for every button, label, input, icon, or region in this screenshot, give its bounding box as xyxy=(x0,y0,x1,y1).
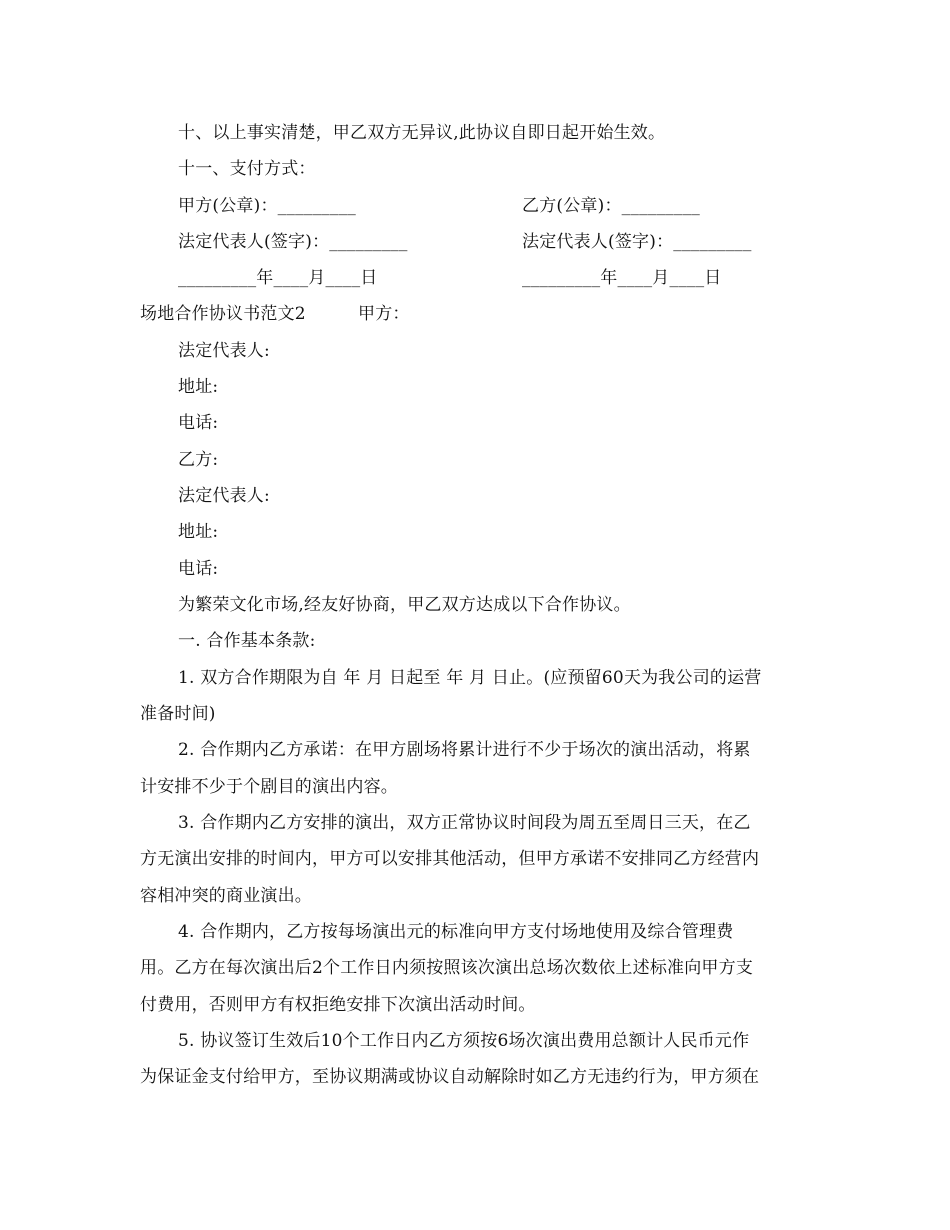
item-1-line-1: 1. 双方合作期限为自 年 月 日起至 年 月 日止。(应预留60天为我公司的运营 xyxy=(178,668,762,688)
section-1-title: 一. 合作基本条款: xyxy=(178,631,316,651)
party-b-phone-field: 电话: xyxy=(178,559,219,579)
item-5-line-2: 为保证金支付给甲方，至协议期满或协议自动解除时如乙方无违约行为，甲方须在 xyxy=(140,1067,760,1087)
item-2-line-1: 2. 合作期内乙方承诺：在甲方剧场将累计进行不少于场次的演出活动，将累 xyxy=(178,740,751,760)
item-1-line-2: 准备时间) xyxy=(140,704,216,724)
clause-10: 十、以上事实清楚，甲乙双方无异议,此协议自即日起开始生效。 xyxy=(178,123,666,143)
item-3-line-2: 方无演出安排的时间内，甲方可以安排其他活动，但甲方承诺不安排同乙方经营内 xyxy=(140,849,760,869)
party-a-rep-sign: 法定代表人(签字)：_________ xyxy=(178,232,408,252)
item-4-line-3: 付费用，否则甲方有权拒绝安排下次演出活动时间。 xyxy=(140,995,536,1015)
party-b-date: _________年____月____日 xyxy=(522,268,722,288)
sample2-title: 场地合作协议书范文2 xyxy=(140,304,306,324)
sample2-party-a-label: 甲方： xyxy=(358,304,410,324)
party-a-address-field: 地址: xyxy=(178,377,219,397)
party-a-seal: 甲方(公章)：_________ xyxy=(178,196,356,216)
intro-paragraph: 为繁荣文化市场,经友好协商，甲乙双方达成以下合作协议。 xyxy=(178,595,631,615)
party-b-seal: 乙方(公章)：_________ xyxy=(522,196,700,216)
item-2-line-2: 计安排不少于个剧目的演出内容。 xyxy=(140,777,398,797)
item-4-line-1: 4. 合作期内，乙方按每场演出元的标准向甲方支付场地使用及综合管理费 xyxy=(178,922,734,942)
party-b-address-field: 地址: xyxy=(178,522,219,542)
party-b-rep-field: 法定代表人: xyxy=(178,486,270,506)
party-a-rep-field: 法定代表人: xyxy=(178,341,270,361)
item-5-line-1: 5. 协议签订生效后10个工作日内乙方须按6场次演出费用总额计人民币元作 xyxy=(178,1031,750,1051)
clause-11-title: 十一、支付方式： xyxy=(178,159,316,179)
party-b-label: 乙方: xyxy=(178,450,219,470)
party-a-phone-field: 电话: xyxy=(178,413,219,433)
party-b-rep-sign: 法定代表人(签字)：_________ xyxy=(522,232,752,252)
item-3-line-3: 容相冲突的商业演出。 xyxy=(140,886,312,906)
item-4-line-2: 用。乙方在每次演出后2个工作日内须按照该次演出总场次数依上述标准向甲方支 xyxy=(140,958,754,978)
item-3-line-1: 3. 合作期内乙方安排的演出，双方正常协议时间段为周五至周日三天，在乙 xyxy=(178,813,751,833)
party-a-date: _________年____月____日 xyxy=(178,268,378,288)
